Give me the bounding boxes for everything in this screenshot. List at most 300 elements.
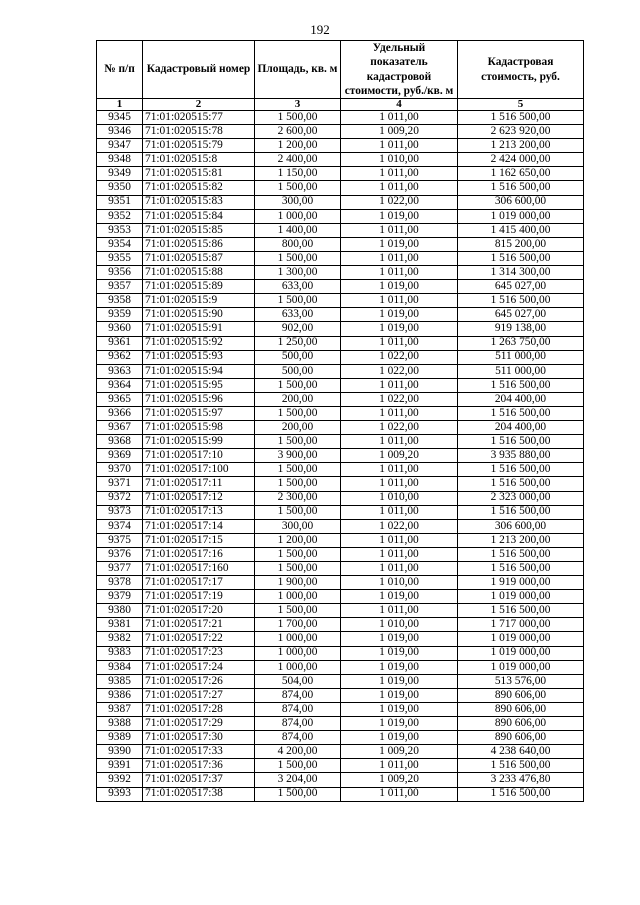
cadastral-value-cell: 815 200,00 xyxy=(458,237,584,251)
cadastral-number-cell: 71:01:020517:16 xyxy=(143,547,255,561)
cadastral-value-cell: 204 400,00 xyxy=(458,392,584,406)
header-specific-indicator: Удельный показатель кадастровой стоимости, руб./кв. м xyxy=(341,41,458,99)
table-row xyxy=(97,223,584,237)
cadastral-number-cell: 71:01:020517:22 xyxy=(143,632,255,646)
row-number-cell: 9374 xyxy=(97,519,143,533)
table-row xyxy=(97,350,584,364)
cadastral-number-cell: 71:01:020515:95 xyxy=(143,378,255,392)
cadastral-value-cell: 1 019 000,00 xyxy=(458,660,584,674)
area-cell: 633,00 xyxy=(255,280,341,294)
row-number-cell: 9372 xyxy=(97,491,143,505)
area-cell: 500,00 xyxy=(255,364,341,378)
specific-indicator-cell: 1 011,00 xyxy=(341,435,458,449)
cadastral-number-cell: 71:01:020517:17 xyxy=(143,576,255,590)
specific-indicator-cell: 1 019,00 xyxy=(341,717,458,731)
area-cell: 633,00 xyxy=(255,308,341,322)
specific-indicator-cell: 1 010,00 xyxy=(341,576,458,590)
cadastral-value-cell: 645 027,00 xyxy=(458,308,584,322)
area-cell: 1 500,00 xyxy=(255,477,341,491)
area-cell: 902,00 xyxy=(255,322,341,336)
cadastral-value-table xyxy=(96,40,584,802)
area-cell: 3 204,00 xyxy=(255,773,341,787)
cadastral-number-cell: 71:01:020517:100 xyxy=(143,463,255,477)
specific-indicator-cell: 1 019,00 xyxy=(341,280,458,294)
cadastral-number-cell: 71:01:020517:20 xyxy=(143,604,255,618)
cadastral-value-cell: 1 516 500,00 xyxy=(458,477,584,491)
cadastral-value-cell: 1 717 000,00 xyxy=(458,618,584,632)
row-number-cell: 9363 xyxy=(97,364,143,378)
cadastral-value-cell: 511 000,00 xyxy=(458,350,584,364)
cadastral-number-cell: 71:01:020515:81 xyxy=(143,167,255,181)
row-number-cell: 9349 xyxy=(97,167,143,181)
table-row xyxy=(97,660,584,674)
cadastral-value-cell: 1 516 500,00 xyxy=(458,547,584,561)
cadastral-value-cell: 4 238 640,00 xyxy=(458,745,584,759)
table-row xyxy=(97,618,584,632)
specific-indicator-cell: 1 011,00 xyxy=(341,463,458,477)
specific-indicator-cell: 1 019,00 xyxy=(341,209,458,223)
row-number-cell: 9388 xyxy=(97,717,143,731)
area-cell: 874,00 xyxy=(255,731,341,745)
row-number-cell: 9354 xyxy=(97,237,143,251)
area-cell: 1 250,00 xyxy=(255,336,341,350)
cadastral-number-cell: 71:01:020515:99 xyxy=(143,435,255,449)
cadastral-number-cell: 71:01:020515:83 xyxy=(143,195,255,209)
cadastral-value-cell: 1 516 500,00 xyxy=(458,505,584,519)
cadastral-value-cell: 1 263 750,00 xyxy=(458,336,584,350)
row-number-cell: 9381 xyxy=(97,618,143,632)
row-number-cell: 9356 xyxy=(97,266,143,280)
specific-indicator-cell: 1 011,00 xyxy=(341,378,458,392)
specific-indicator-cell: 1 019,00 xyxy=(341,646,458,660)
specific-indicator-cell: 1 009,20 xyxy=(341,773,458,787)
cadastral-number-cell: 71:01:020515:9 xyxy=(143,294,255,308)
cadastral-value-cell: 306 600,00 xyxy=(458,519,584,533)
row-number-cell: 9386 xyxy=(97,688,143,702)
row-number-cell: 9360 xyxy=(97,322,143,336)
cadastral-number-cell: 71:01:020515:8 xyxy=(143,153,255,167)
row-number-cell: 9389 xyxy=(97,731,143,745)
cadastral-value-cell: 1 919 000,00 xyxy=(458,576,584,590)
row-number-cell: 9385 xyxy=(97,674,143,688)
cadastral-number-cell: 71:01:020517:29 xyxy=(143,717,255,731)
cadastral-number-cell: 71:01:020517:14 xyxy=(143,519,255,533)
table-row xyxy=(97,280,584,294)
cadastral-number-cell: 71:01:020517:15 xyxy=(143,533,255,547)
row-number-cell: 9380 xyxy=(97,604,143,618)
area-cell: 1 900,00 xyxy=(255,576,341,590)
table-row xyxy=(97,181,584,195)
area-cell: 2 600,00 xyxy=(255,125,341,139)
table-row xyxy=(97,322,584,336)
cadastral-value-cell: 1 516 500,00 xyxy=(458,562,584,576)
row-number-cell: 9366 xyxy=(97,406,143,420)
cadastral-number-cell: 71:01:020517:10 xyxy=(143,449,255,463)
area-cell: 1 700,00 xyxy=(255,618,341,632)
cadastral-number-cell: 71:01:020517:38 xyxy=(143,787,255,801)
cadastral-number-cell: 71:01:020515:93 xyxy=(143,350,255,364)
cadastral-value-cell: 1 019 000,00 xyxy=(458,209,584,223)
row-number-cell: 9375 xyxy=(97,533,143,547)
specific-indicator-cell: 1 011,00 xyxy=(341,336,458,350)
table-body xyxy=(97,111,584,802)
cadastral-number-cell: 71:01:020515:86 xyxy=(143,237,255,251)
cadastral-number-cell: 71:01:020517:13 xyxy=(143,505,255,519)
cadastral-value-cell: 1 516 500,00 xyxy=(458,406,584,420)
row-number-cell: 9350 xyxy=(97,181,143,195)
row-number-cell: 9362 xyxy=(97,350,143,364)
table-row xyxy=(97,773,584,787)
table-row xyxy=(97,590,584,604)
specific-indicator-cell: 1 022,00 xyxy=(341,421,458,435)
area-cell: 2 300,00 xyxy=(255,491,341,505)
specific-indicator-cell: 1 019,00 xyxy=(341,322,458,336)
area-cell: 1 500,00 xyxy=(255,463,341,477)
specific-indicator-cell: 1 011,00 xyxy=(341,759,458,773)
table-row xyxy=(97,125,584,139)
row-number-cell: 9392 xyxy=(97,773,143,787)
area-cell: 1 500,00 xyxy=(255,604,341,618)
specific-indicator-cell: 1 019,00 xyxy=(341,688,458,702)
table-row xyxy=(97,787,584,801)
table-row xyxy=(97,519,584,533)
cadastral-value-cell: 3 233 476,80 xyxy=(458,773,584,787)
specific-indicator-cell: 1 022,00 xyxy=(341,195,458,209)
column-number-row xyxy=(97,99,584,111)
row-number-cell: 9352 xyxy=(97,209,143,223)
specific-indicator-cell: 1 022,00 xyxy=(341,392,458,406)
row-number-cell: 9347 xyxy=(97,139,143,153)
cadastral-number-cell: 71:01:020517:28 xyxy=(143,702,255,716)
cadastral-value-cell: 1 516 500,00 xyxy=(458,181,584,195)
specific-indicator-cell: 1 009,20 xyxy=(341,745,458,759)
table-row xyxy=(97,449,584,463)
row-number-cell: 9382 xyxy=(97,632,143,646)
table-row xyxy=(97,547,584,561)
cadastral-value-cell: 890 606,00 xyxy=(458,717,584,731)
cadastral-value-cell: 3 935 880,00 xyxy=(458,449,584,463)
table-header-row xyxy=(97,41,584,99)
specific-indicator-cell: 1 022,00 xyxy=(341,350,458,364)
specific-indicator-cell: 1 011,00 xyxy=(341,181,458,195)
cadastral-value-cell: 890 606,00 xyxy=(458,731,584,745)
specific-indicator-cell: 1 010,00 xyxy=(341,491,458,505)
table-row xyxy=(97,237,584,251)
specific-indicator-cell: 1 011,00 xyxy=(341,251,458,265)
specific-indicator-cell: 1 009,20 xyxy=(341,125,458,139)
cadastral-number-cell: 71:01:020515:78 xyxy=(143,125,255,139)
cadastral-number-cell: 71:01:020515:89 xyxy=(143,280,255,294)
specific-indicator-cell: 1 019,00 xyxy=(341,731,458,745)
cadastral-value-cell: 2 623 920,00 xyxy=(458,125,584,139)
specific-indicator-cell: 1 011,00 xyxy=(341,111,458,125)
area-cell: 3 900,00 xyxy=(255,449,341,463)
specific-indicator-cell: 1 011,00 xyxy=(341,406,458,420)
area-cell: 500,00 xyxy=(255,350,341,364)
table-row xyxy=(97,195,584,209)
area-cell: 874,00 xyxy=(255,688,341,702)
table-row xyxy=(97,308,584,322)
specific-indicator-cell: 1 019,00 xyxy=(341,660,458,674)
cadastral-value-cell: 890 606,00 xyxy=(458,688,584,702)
table-row xyxy=(97,477,584,491)
table-row xyxy=(97,336,584,350)
cadastral-value-cell: 1 516 500,00 xyxy=(458,111,584,125)
row-number-cell: 9355 xyxy=(97,251,143,265)
cadastral-value-cell: 306 600,00 xyxy=(458,195,584,209)
area-cell: 300,00 xyxy=(255,195,341,209)
area-cell: 1 500,00 xyxy=(255,787,341,801)
specific-indicator-cell: 1 011,00 xyxy=(341,294,458,308)
cadastral-number-cell: 71:01:020515:85 xyxy=(143,223,255,237)
cadastral-number-cell: 71:01:020515:84 xyxy=(143,209,255,223)
table-row xyxy=(97,632,584,646)
table-row xyxy=(97,717,584,731)
cadastral-number-cell: 71:01:020517:36 xyxy=(143,759,255,773)
area-cell: 200,00 xyxy=(255,392,341,406)
table-row xyxy=(97,392,584,406)
table-row xyxy=(97,251,584,265)
row-number-cell: 9383 xyxy=(97,646,143,660)
header-row-number: № п/п xyxy=(97,41,143,99)
table-row xyxy=(97,576,584,590)
table-row xyxy=(97,731,584,745)
area-cell: 1 500,00 xyxy=(255,378,341,392)
cadastral-number-cell: 71:01:020517:24 xyxy=(143,660,255,674)
row-number-cell: 9357 xyxy=(97,280,143,294)
specific-indicator-cell: 1 022,00 xyxy=(341,364,458,378)
cadastral-value-cell: 1 162 650,00 xyxy=(458,167,584,181)
specific-indicator-cell: 1 011,00 xyxy=(341,787,458,801)
area-cell: 300,00 xyxy=(255,519,341,533)
row-number-cell: 9393 xyxy=(97,787,143,801)
cadastral-value-cell: 1 516 500,00 xyxy=(458,251,584,265)
column-number: 2 xyxy=(143,99,255,111)
cadastral-number-cell: 71:01:020515:77 xyxy=(143,111,255,125)
row-number-cell: 9365 xyxy=(97,392,143,406)
cadastral-value-cell: 1 516 500,00 xyxy=(458,378,584,392)
row-number-cell: 9379 xyxy=(97,590,143,604)
cadastral-value-cell: 511 000,00 xyxy=(458,364,584,378)
area-cell: 1 500,00 xyxy=(255,251,341,265)
cadastral-value-cell: 1 019 000,00 xyxy=(458,590,584,604)
area-cell: 1 500,00 xyxy=(255,435,341,449)
table-row xyxy=(97,505,584,519)
row-number-cell: 9364 xyxy=(97,378,143,392)
row-number-cell: 9351 xyxy=(97,195,143,209)
cadastral-number-cell: 71:01:020517:37 xyxy=(143,773,255,787)
cadastral-number-cell: 71:01:020517:23 xyxy=(143,646,255,660)
table-row xyxy=(97,674,584,688)
cadastral-number-cell: 71:01:020515:88 xyxy=(143,266,255,280)
cadastral-value-cell: 513 576,00 xyxy=(458,674,584,688)
table-row xyxy=(97,435,584,449)
specific-indicator-cell: 1 011,00 xyxy=(341,477,458,491)
table-row xyxy=(97,406,584,420)
specific-indicator-cell: 1 019,00 xyxy=(341,702,458,716)
cadastral-value-cell: 2 323 000,00 xyxy=(458,491,584,505)
table-row xyxy=(97,688,584,702)
area-cell: 2 400,00 xyxy=(255,153,341,167)
page-number: 192 xyxy=(310,22,330,37)
cadastral-value-cell: 2 424 000,00 xyxy=(458,153,584,167)
cadastral-number-cell: 71:01:020517:11 xyxy=(143,477,255,491)
column-number: 3 xyxy=(255,99,341,111)
row-number-cell: 9391 xyxy=(97,759,143,773)
table-row xyxy=(97,759,584,773)
table-row xyxy=(97,364,584,378)
cadastral-number-cell: 71:01:020517:26 xyxy=(143,674,255,688)
cadastral-number-cell: 71:01:020517:12 xyxy=(143,491,255,505)
area-cell: 1 500,00 xyxy=(255,505,341,519)
area-cell: 1 500,00 xyxy=(255,562,341,576)
cadastral-number-cell: 71:01:020517:21 xyxy=(143,618,255,632)
area-cell: 1 500,00 xyxy=(255,181,341,195)
row-number-cell: 9346 xyxy=(97,125,143,139)
specific-indicator-cell: 1 011,00 xyxy=(341,505,458,519)
row-number-cell: 9370 xyxy=(97,463,143,477)
cadastral-value-cell: 1 019 000,00 xyxy=(458,632,584,646)
cadastral-value-cell: 1 415 400,00 xyxy=(458,223,584,237)
specific-indicator-cell: 1 019,00 xyxy=(341,237,458,251)
specific-indicator-cell: 1 011,00 xyxy=(341,266,458,280)
cadastral-number-cell: 71:01:020517:27 xyxy=(143,688,255,702)
table-row xyxy=(97,153,584,167)
specific-indicator-cell: 1 011,00 xyxy=(341,223,458,237)
cadastral-number-cell: 71:01:020515:79 xyxy=(143,139,255,153)
cadastral-number-cell: 71:01:020515:91 xyxy=(143,322,255,336)
specific-indicator-cell: 1 019,00 xyxy=(341,674,458,688)
cadastral-number-cell: 71:01:020515:90 xyxy=(143,308,255,322)
row-number-cell: 9359 xyxy=(97,308,143,322)
row-number-cell: 9377 xyxy=(97,562,143,576)
row-number-cell: 9358 xyxy=(97,294,143,308)
table-row xyxy=(97,111,584,125)
cadastral-number-cell: 71:01:020515:97 xyxy=(143,406,255,420)
specific-indicator-cell: 1 019,00 xyxy=(341,590,458,604)
area-cell: 1 500,00 xyxy=(255,111,341,125)
table-row xyxy=(97,139,584,153)
row-number-cell: 9368 xyxy=(97,435,143,449)
specific-indicator-cell: 1 022,00 xyxy=(341,519,458,533)
area-cell: 800,00 xyxy=(255,237,341,251)
table-row xyxy=(97,562,584,576)
area-cell: 504,00 xyxy=(255,674,341,688)
row-number-cell: 9345 xyxy=(97,111,143,125)
cadastral-number-cell: 71:01:020515:82 xyxy=(143,181,255,195)
area-cell: 1 500,00 xyxy=(255,406,341,420)
table-row xyxy=(97,167,584,181)
area-cell: 1 500,00 xyxy=(255,759,341,773)
area-cell: 1 000,00 xyxy=(255,590,341,604)
row-number-cell: 9348 xyxy=(97,153,143,167)
row-number-cell: 9353 xyxy=(97,223,143,237)
cadastral-value-cell: 1 314 300,00 xyxy=(458,266,584,280)
cadastral-value-cell: 1 516 500,00 xyxy=(458,604,584,618)
area-cell: 1 200,00 xyxy=(255,533,341,547)
header-area: Площадь, кв. м xyxy=(255,41,341,99)
column-number: 1 xyxy=(97,99,143,111)
area-cell: 874,00 xyxy=(255,717,341,731)
area-cell: 1 000,00 xyxy=(255,646,341,660)
cadastral-number-cell: 71:01:020515:92 xyxy=(143,336,255,350)
table-row xyxy=(97,266,584,280)
area-cell: 200,00 xyxy=(255,421,341,435)
cadastral-number-cell: 71:01:020515:96 xyxy=(143,392,255,406)
table-row xyxy=(97,646,584,660)
specific-indicator-cell: 1 011,00 xyxy=(341,167,458,181)
cadastral-value-cell: 1 516 500,00 xyxy=(458,435,584,449)
area-cell: 1 000,00 xyxy=(255,632,341,646)
specific-indicator-cell: 1 011,00 xyxy=(341,533,458,547)
cadastral-value-cell: 645 027,00 xyxy=(458,280,584,294)
cadastral-number-cell: 71:01:020517:33 xyxy=(143,745,255,759)
table-row xyxy=(97,378,584,392)
table-row xyxy=(97,463,584,477)
cadastral-number-cell: 71:01:020515:94 xyxy=(143,364,255,378)
table-row xyxy=(97,702,584,716)
row-number-cell: 9371 xyxy=(97,477,143,491)
row-number-cell: 9378 xyxy=(97,576,143,590)
specific-indicator-cell: 1 010,00 xyxy=(341,618,458,632)
table-row xyxy=(97,745,584,759)
area-cell: 1 200,00 xyxy=(255,139,341,153)
table-row xyxy=(97,209,584,223)
area-cell: 1 300,00 xyxy=(255,266,341,280)
cadastral-value-cell: 890 606,00 xyxy=(458,702,584,716)
row-number-cell: 9390 xyxy=(97,745,143,759)
row-number-cell: 9367 xyxy=(97,421,143,435)
header-cadastral-number: Кадастровый номер xyxy=(143,41,255,99)
specific-indicator-cell: 1 019,00 xyxy=(341,632,458,646)
specific-indicator-cell: 1 011,00 xyxy=(341,562,458,576)
cadastral-value-cell: 1 213 200,00 xyxy=(458,533,584,547)
cadastral-value-cell: 1 516 500,00 xyxy=(458,463,584,477)
cadastral-value-cell: 204 400,00 xyxy=(458,421,584,435)
table-row xyxy=(97,294,584,308)
cadastral-value-cell: 1 516 500,00 xyxy=(458,759,584,773)
row-number-cell: 9387 xyxy=(97,702,143,716)
cadastral-number-cell: 71:01:020515:98 xyxy=(143,421,255,435)
cadastral-number-cell: 71:01:020515:87 xyxy=(143,251,255,265)
row-number-cell: 9369 xyxy=(97,449,143,463)
specific-indicator-cell: 1 011,00 xyxy=(341,604,458,618)
area-cell: 1 000,00 xyxy=(255,660,341,674)
cadastral-value-cell: 1 516 500,00 xyxy=(458,294,584,308)
area-cell: 1 000,00 xyxy=(255,209,341,223)
row-number-cell: 9361 xyxy=(97,336,143,350)
area-cell: 1 150,00 xyxy=(255,167,341,181)
area-cell: 874,00 xyxy=(255,702,341,716)
column-number: 5 xyxy=(458,99,584,111)
specific-indicator-cell: 1 009,20 xyxy=(341,449,458,463)
cadastral-number-cell: 71:01:020517:160 xyxy=(143,562,255,576)
cadastral-value-cell: 1 019 000,00 xyxy=(458,646,584,660)
row-number-cell: 9373 xyxy=(97,505,143,519)
specific-indicator-cell: 1 010,00 xyxy=(341,153,458,167)
table-row xyxy=(97,421,584,435)
specific-indicator-cell: 1 011,00 xyxy=(341,547,458,561)
row-number-cell: 9376 xyxy=(97,547,143,561)
table-row xyxy=(97,533,584,547)
column-number: 4 xyxy=(341,99,458,111)
specific-indicator-cell: 1 019,00 xyxy=(341,308,458,322)
area-cell: 4 200,00 xyxy=(255,745,341,759)
area-cell: 1 500,00 xyxy=(255,294,341,308)
cadastral-number-cell: 71:01:020517:30 xyxy=(143,731,255,745)
cadastral-number-cell: 71:01:020517:19 xyxy=(143,590,255,604)
specific-indicator-cell: 1 011,00 xyxy=(341,139,458,153)
